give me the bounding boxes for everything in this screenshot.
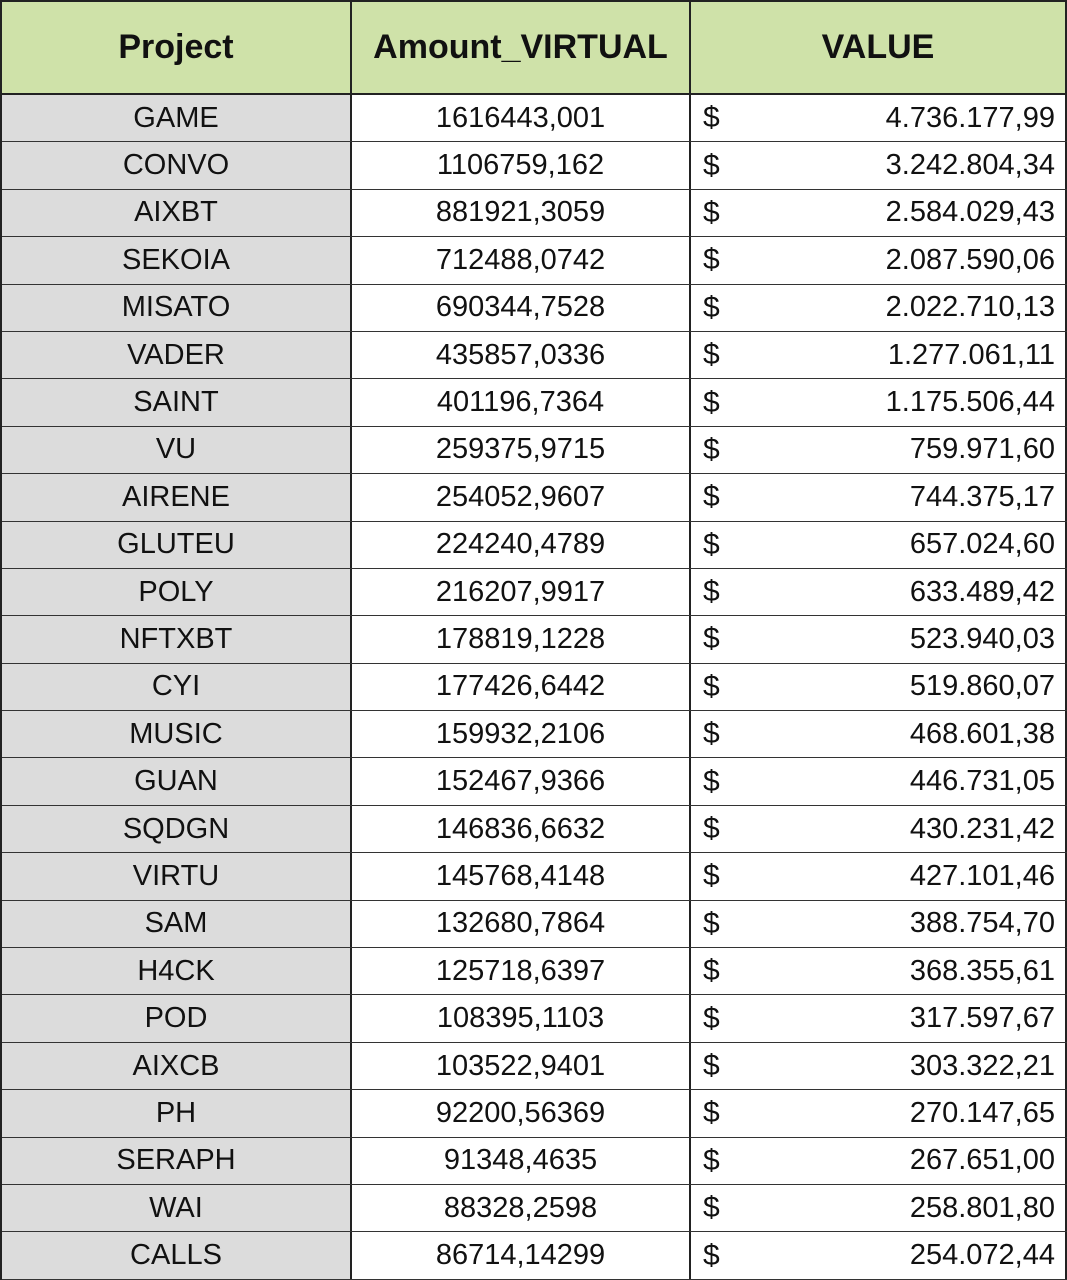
currency-symbol: $ <box>703 432 720 466</box>
project-cell[interactable]: GAME <box>2 95 352 141</box>
value-amount: 468.601,38 <box>909 717 1055 750</box>
value-cell[interactable] <box>691 1090 1067 1136</box>
currency-symbol: $ <box>703 243 720 277</box>
table-row[interactable] <box>2 806 1067 853</box>
amount-virtual-cell[interactable]: 86714,14299 <box>352 1232 691 1278</box>
table-row[interactable] <box>2 427 1067 474</box>
currency-symbol: $ <box>703 1096 720 1130</box>
currency-symbol: $ <box>703 1238 720 1272</box>
project-cell[interactable]: AIXBT <box>2 190 352 236</box>
table-row[interactable] <box>2 1185 1067 1232</box>
amount-virtual-cell[interactable]: 159932,2106 <box>352 711 691 757</box>
currency-symbol: $ <box>703 1049 720 1082</box>
header-amount-virtual[interactable]: Amount_VIRTUAL <box>352 2 691 93</box>
currency-symbol: $ <box>703 527 720 561</box>
value-amount: 759.971,60 <box>909 433 1055 466</box>
amount-virtual-cell[interactable]: 103522,9401 <box>352 1043 691 1089</box>
currency-symbol: $ <box>703 290 720 324</box>
table-header-row <box>2 2 1067 95</box>
table-row[interactable] <box>2 332 1067 379</box>
currency-symbol: $ <box>703 385 720 419</box>
currency-symbol: $ <box>703 906 720 940</box>
value-cell[interactable] <box>691 1043 1067 1089</box>
project-cell[interactable]: VU <box>2 427 352 473</box>
amount-virtual-cell[interactable]: 92200,56369 <box>352 1090 691 1136</box>
project-cell[interactable]: NFTXBT <box>2 616 352 662</box>
value-amount: 368.355,61 <box>909 954 1055 987</box>
amount-virtual-cell[interactable]: 152467,9366 <box>352 758 691 804</box>
amount-virtual-cell[interactable]: 216207,9917 <box>352 569 691 615</box>
value-amount: 303.322,21 <box>909 1049 1055 1082</box>
table-row[interactable] <box>2 569 1067 616</box>
amount-virtual-cell[interactable]: 91348,4635 <box>352 1138 691 1184</box>
table-body <box>2 95 1067 1280</box>
table-row[interactable] <box>2 664 1067 711</box>
value-cell[interactable] <box>691 332 1067 378</box>
project-cell[interactable]: MUSIC <box>2 711 352 757</box>
table-row[interactable] <box>2 237 1067 284</box>
currency-symbol: $ <box>703 575 720 609</box>
project-cell[interactable]: MISATO <box>2 285 352 331</box>
project-cell[interactable]: SQDGN <box>2 806 352 852</box>
table-row[interactable] <box>2 901 1067 948</box>
amount-virtual-cell[interactable]: 125718,6397 <box>352 948 691 994</box>
table-row[interactable] <box>2 948 1067 995</box>
amount-virtual-cell[interactable]: 132680,7864 <box>352 901 691 947</box>
value-cell[interactable] <box>691 806 1067 852</box>
currency-symbol: $ <box>703 1191 720 1225</box>
value-amount: 254.072,44 <box>909 1239 1055 1272</box>
amount-virtual-cell[interactable]: 401196,7364 <box>352 379 691 425</box>
value-amount: 2.022.710,13 <box>885 291 1055 324</box>
value-cell[interactable] <box>691 237 1067 283</box>
value-amount: 523.940,03 <box>909 622 1055 655</box>
amount-virtual-cell[interactable]: 145768,4148 <box>352 853 691 899</box>
value-cell[interactable] <box>691 190 1067 236</box>
table-row[interactable] <box>2 616 1067 663</box>
project-cell[interactable]: AIRENE <box>2 474 352 520</box>
value-cell[interactable] <box>691 1185 1067 1231</box>
project-cell[interactable]: GUAN <box>2 758 352 804</box>
value-cell[interactable] <box>691 95 1067 141</box>
value-amount: 2.087.590,06 <box>885 243 1055 276</box>
project-cell[interactable]: SAINT <box>2 379 352 425</box>
value-cell[interactable] <box>691 948 1067 994</box>
value-cell[interactable] <box>691 711 1067 757</box>
currency-symbol: $ <box>703 954 720 988</box>
amount-virtual-cell[interactable]: 146836,6632 <box>352 806 691 852</box>
currency-symbol: $ <box>703 1143 720 1177</box>
table-row[interactable] <box>2 758 1067 805</box>
project-cell[interactable]: POLY <box>2 569 352 615</box>
value-amount: 2.584.029,43 <box>885 196 1055 229</box>
amount-virtual-cell[interactable]: 435857,0336 <box>352 332 691 378</box>
value-cell[interactable] <box>691 285 1067 331</box>
value-cell[interactable] <box>691 569 1067 615</box>
amount-virtual-cell[interactable]: 881921,3059 <box>352 190 691 236</box>
value-amount: 258.801,80 <box>909 1191 1055 1224</box>
amount-virtual-cell[interactable]: 88328,2598 <box>352 1185 691 1231</box>
table-row[interactable] <box>2 1043 1067 1090</box>
amount-virtual-cell[interactable]: 177426,6442 <box>352 664 691 710</box>
currency-symbol: $ <box>703 622 720 656</box>
amount-virtual-cell[interactable]: 254052,9607 <box>352 474 691 520</box>
value-amount: 1.277.061,11 <box>887 338 1055 371</box>
value-amount: 430.231,42 <box>909 812 1055 845</box>
value-cell[interactable] <box>691 758 1067 804</box>
table-row[interactable] <box>2 711 1067 758</box>
value-amount: 4.736.177,99 <box>885 101 1055 134</box>
value-cell[interactable] <box>691 664 1067 710</box>
value-cell[interactable] <box>691 142 1067 188</box>
project-cell[interactable]: SERAPH <box>2 1138 352 1184</box>
table-row[interactable] <box>2 474 1067 521</box>
value-cell[interactable] <box>691 474 1067 520</box>
project-cell[interactable]: PH <box>2 1090 352 1136</box>
value-cell[interactable] <box>691 427 1067 473</box>
currency-symbol: $ <box>703 480 720 514</box>
value-cell[interactable] <box>691 995 1067 1041</box>
currency-symbol: $ <box>703 1001 720 1035</box>
value-amount: 633.489,42 <box>909 575 1055 608</box>
amount-virtual-cell[interactable]: 178819,1228 <box>352 616 691 662</box>
project-cell[interactable]: CALLS <box>2 1232 352 1278</box>
value-cell[interactable] <box>691 1232 1067 1278</box>
table-row[interactable] <box>2 853 1067 900</box>
table-row[interactable] <box>2 379 1067 426</box>
value-cell[interactable] <box>691 853 1067 899</box>
value-amount: 446.731,05 <box>909 765 1055 798</box>
amount-virtual-cell[interactable]: 108395,1103 <box>352 995 691 1041</box>
value-cell[interactable] <box>691 379 1067 425</box>
header-value[interactable]: VALUE <box>691 2 1067 93</box>
currency-symbol: $ <box>703 764 720 798</box>
table-row[interactable] <box>2 95 1067 142</box>
value-amount: 267.651,00 <box>909 1144 1055 1177</box>
amount-virtual-cell[interactable]: 1106759,162 <box>352 142 691 188</box>
project-cell[interactable]: SEKOIA <box>2 237 352 283</box>
table-row[interactable] <box>2 1138 1067 1185</box>
currency-symbol: $ <box>703 195 720 229</box>
value-amount: 744.375,17 <box>909 480 1055 513</box>
project-cell[interactable]: WAI <box>2 1185 352 1231</box>
project-cell[interactable]: VADER <box>2 332 352 378</box>
currency-symbol: $ <box>703 717 720 751</box>
value-amount: 519.860,07 <box>909 670 1055 703</box>
amount-virtual-cell[interactable]: 712488,0742 <box>352 237 691 283</box>
value-amount: 388.754,70 <box>909 907 1055 940</box>
currency-symbol: $ <box>703 101 720 135</box>
value-amount: 427.101,46 <box>909 859 1055 892</box>
value-cell[interactable] <box>691 1138 1067 1184</box>
table-row[interactable] <box>2 995 1067 1042</box>
project-cell[interactable]: CONVO <box>2 142 352 188</box>
currency-symbol: $ <box>703 859 720 893</box>
project-cell[interactable]: H4CK <box>2 948 352 994</box>
project-cell[interactable]: SAM <box>2 901 352 947</box>
amount-virtual-cell[interactable]: 259375,9715 <box>352 427 691 473</box>
value-amount: 270.147,65 <box>909 1096 1055 1129</box>
value-cell[interactable] <box>691 522 1067 568</box>
project-cell[interactable]: POD <box>2 995 352 1041</box>
value-cell[interactable] <box>691 616 1067 662</box>
project-cell[interactable]: GLUTEU <box>2 522 352 568</box>
value-amount: 1.175.506,44 <box>885 386 1055 419</box>
currency-symbol: $ <box>703 812 720 846</box>
header-project[interactable]: Project <box>2 2 352 93</box>
table-row[interactable] <box>2 522 1067 569</box>
table-row[interactable] <box>2 1090 1067 1137</box>
amount-virtual-cell[interactable]: 690344,7528 <box>352 285 691 331</box>
value-amount: 3.242.804,34 <box>885 149 1055 182</box>
table-row[interactable] <box>2 1232 1067 1279</box>
table-row[interactable] <box>2 142 1067 189</box>
currency-symbol: $ <box>703 338 720 372</box>
amount-virtual-cell[interactable]: 224240,4789 <box>352 522 691 568</box>
currency-symbol: $ <box>703 669 720 703</box>
value-amount: 317.597,67 <box>909 1002 1055 1035</box>
project-cell[interactable]: AIXCB <box>2 1043 352 1089</box>
value-amount: 657.024,60 <box>909 528 1055 561</box>
project-cell[interactable]: CYI <box>2 664 352 710</box>
table-row[interactable] <box>2 190 1067 237</box>
project-cell[interactable]: VIRTU <box>2 853 352 899</box>
value-cell[interactable] <box>691 901 1067 947</box>
amount-virtual-cell[interactable]: 1616443,001 <box>352 95 691 141</box>
table-row[interactable] <box>2 285 1067 332</box>
currency-symbol: $ <box>703 148 720 182</box>
